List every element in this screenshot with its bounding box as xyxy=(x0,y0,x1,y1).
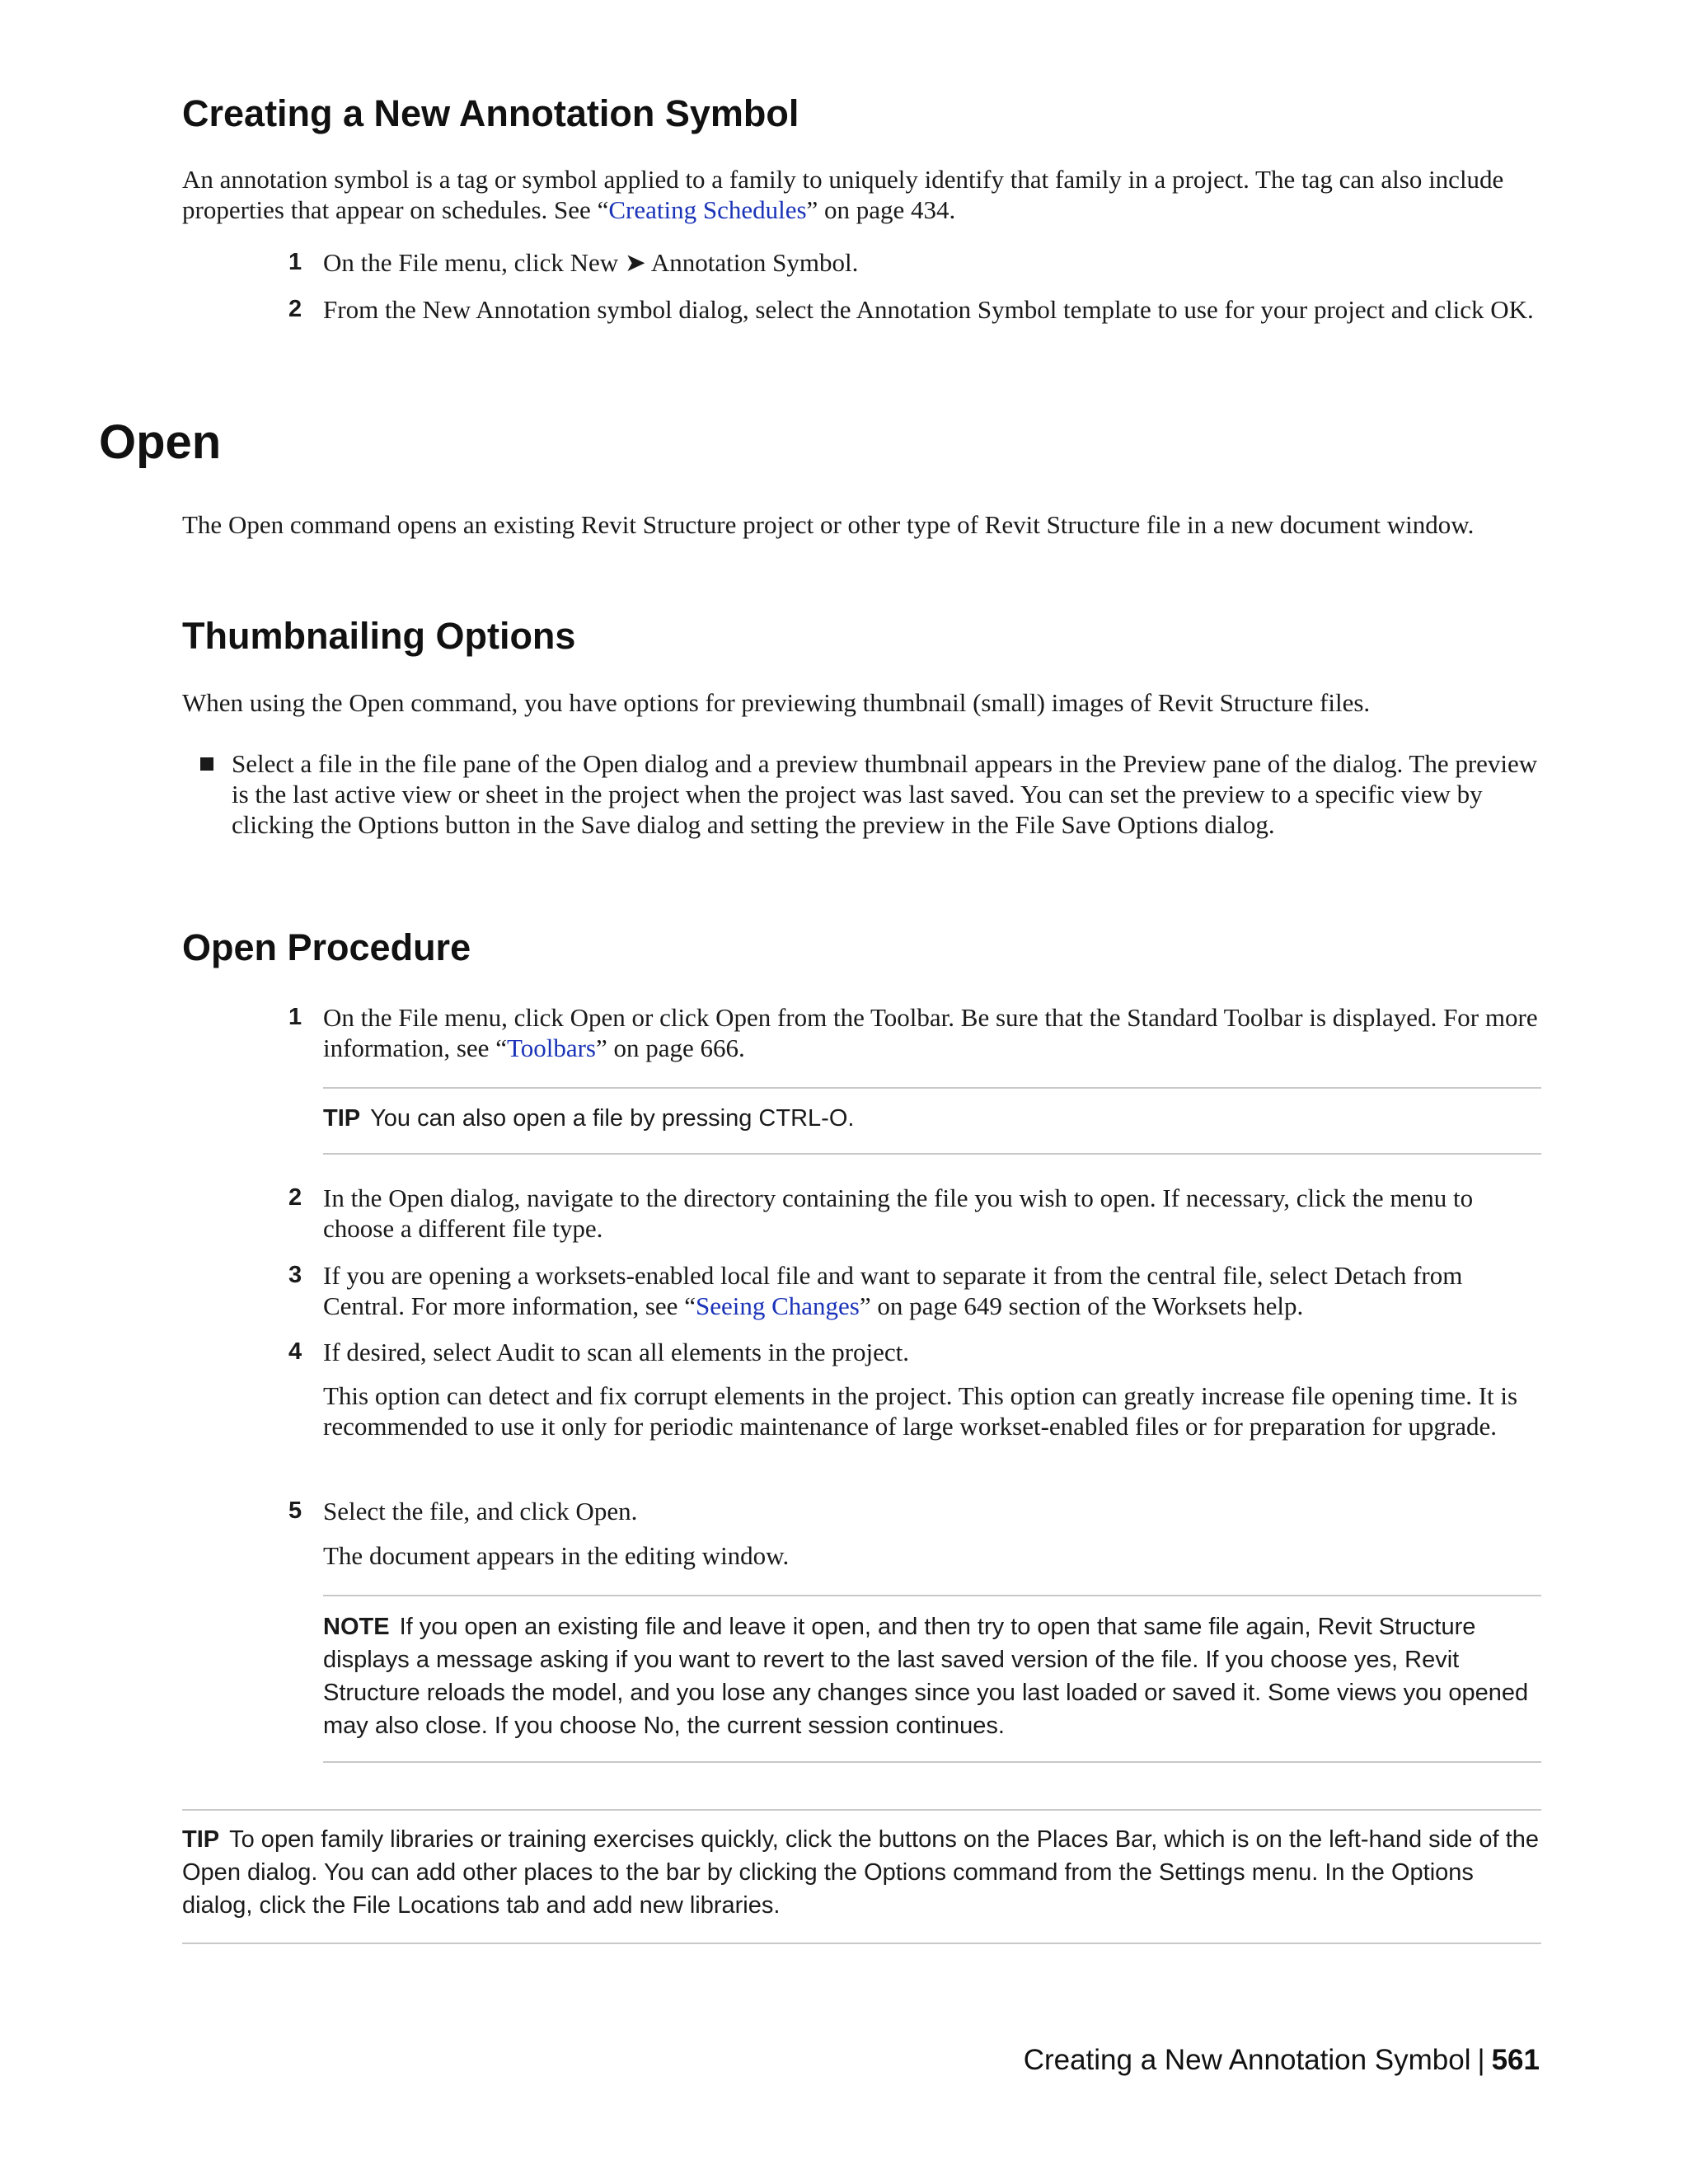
bullet-text: Select a file in the file pane of the Open dialog and a preview thumbnail appears in the Preview pane of the dialog. The preview is the last active view or sheet in the project when the project was last saved. You can set the preview to a specific view by clicking the Options button in the Save dialog and setting the preview in the File Save Options dialog. xyxy=(232,749,1538,839)
section-heading-open-procedure: Open Procedure xyxy=(182,926,471,968)
step-number: 5 xyxy=(288,1497,302,1524)
page-number: 561 xyxy=(1491,2044,1540,2076)
step-text-part: ” on page 649 section of the Worksets help. xyxy=(859,1291,1304,1320)
step-text-part: ” on page 666. xyxy=(595,1033,745,1062)
toolbars-link[interactable]: Toolbars xyxy=(506,1033,596,1062)
open-intro: The Open command opens an existing Revit Structure project or other type of Revit Structure file in a new document window. xyxy=(182,510,1475,539)
procedure-step-5-detail: The document appears in the editing window. xyxy=(323,1541,790,1570)
procedure-step-5 xyxy=(288,1496,1541,1526)
note-text: If you open an existing file and leave it open, and then try to open that same file again, Revit Structure displays a message asking if you want to revert to the last saved version of the file. If you choose yes, Revit Structure reloads the model, and you lose any changes since you last loaded or saved it. Some views you opened may also close. If you choose No, the current session continues. xyxy=(323,1614,1529,1739)
tip2-rule-top xyxy=(182,1809,1541,1811)
tip-label: TIP xyxy=(323,1105,361,1132)
annotation-intro-tail: ” on page 434. xyxy=(806,195,956,224)
footer-separator: | xyxy=(1477,2044,1485,2076)
annotation-intro-text: An annotation symbol is a tag or symbol applied to a family to uniquely identify that family in a project. The tag can also include properties that appear on schedules. See “ xyxy=(182,165,1504,224)
step-text: If desired, select Audit to scan all elements in the project. xyxy=(323,1338,910,1366)
procedure-step-4 xyxy=(288,1337,1541,1367)
thumbnailing-bullet xyxy=(200,748,1541,870)
tip-rule-top xyxy=(323,1087,1541,1089)
step-number: 1 xyxy=(288,1004,302,1030)
tip-text: You can also open a file by pressing CTRL-O. xyxy=(370,1105,855,1132)
tip2-rule-bottom xyxy=(182,1943,1541,1944)
tip-rule-bottom xyxy=(323,1153,1541,1155)
step-text: From the New Annotation symbol dialog, select the Annotation Symbol template to use for your project and click OK. xyxy=(323,295,1534,324)
tip-box xyxy=(323,1102,1541,1135)
step-text: On the File menu, click New ➤ Annotation Symbol. xyxy=(323,248,859,277)
step-text: Select the file, and click Open. xyxy=(323,1497,638,1526)
note-label: NOTE xyxy=(323,1614,390,1640)
annotation-intro xyxy=(182,164,1540,225)
note-box xyxy=(323,1610,1541,1742)
step-text xyxy=(323,1002,1541,1063)
procedure-step-4-detail: This option can detect and fix corrupt elements in the project. This option can greatly increase file opening time. It is recommended to use it only for periodic maintenance of large workset-enabled files or for preparation for upgrade. xyxy=(323,1381,1518,1441)
step-text xyxy=(323,1260,1541,1321)
chapter-heading-open: Open xyxy=(99,415,222,469)
tip2-box xyxy=(182,1823,1541,1922)
note-rule-top xyxy=(323,1595,1541,1596)
tip2-label: TIP xyxy=(182,1826,220,1853)
tip2-text: To open family libraries or training exercises quickly, click the buttons on the Places Bar, which is on the left-hand side of the Open dialog. You can add other places to the bar by clicking the Options command from the Settings menu. In the Options dialog, click the File Locations tab and add new libraries. xyxy=(182,1826,1539,1919)
section-heading-thumbnailing: Thumbnailing Options xyxy=(182,615,576,657)
creating-schedules-link[interactable]: Creating Schedules xyxy=(608,195,807,224)
procedure-step-2 xyxy=(288,1183,1541,1244)
bullet-square-icon xyxy=(200,757,213,771)
note-rule-bottom xyxy=(323,1761,1541,1763)
procedure-step-1 xyxy=(288,1002,1541,1063)
step-number: 4 xyxy=(288,1338,302,1365)
procedure-step-3 xyxy=(288,1260,1541,1321)
step-text-part: On the File menu, click Open or click Open from the Toolbar. Be sure that the Standard Toolbar is displayed. For more information, see “ xyxy=(323,1003,1538,1062)
step-number: 2 xyxy=(288,296,302,322)
annotation-step-2 xyxy=(288,294,1541,355)
step-text-part: If you are opening a worksets-enabled local file and want to separate it from the central file, select Detach from Central. For more information, see “ xyxy=(323,1261,1463,1320)
section-heading-annotation-symbol: Creating a New Annotation Symbol xyxy=(182,92,799,134)
footer-title: Creating a New Annotation Symbol xyxy=(1023,2044,1471,2076)
thumbnailing-intro: When using the Open command, you have options for previewing thumbnail (small) images of Revit Structure files. xyxy=(182,688,1371,717)
annotation-step-1 xyxy=(288,247,1541,278)
step-text: In the Open dialog, navigate to the directory containing the file you wish to open. If necessary, click the menu to choose a different file type. xyxy=(323,1183,1474,1243)
step-number: 1 xyxy=(288,249,302,275)
page-footer xyxy=(1024,2044,1540,2077)
seeing-changes-link[interactable]: Seeing Changes xyxy=(695,1291,860,1320)
step-number: 2 xyxy=(288,1184,302,1211)
step-number: 3 xyxy=(288,1262,302,1288)
